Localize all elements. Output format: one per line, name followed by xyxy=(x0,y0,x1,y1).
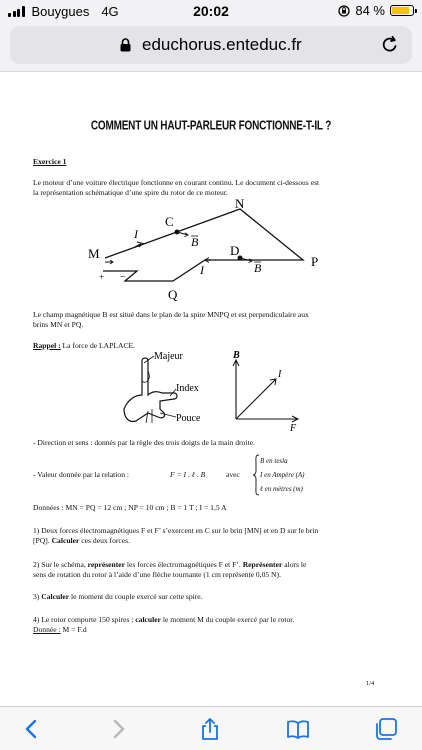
forward-icon[interactable] xyxy=(106,717,130,741)
q1-pre: [PQ]. xyxy=(33,536,52,545)
q2-bold-2: Représenter xyxy=(242,560,283,569)
q1-bold: Calculer xyxy=(51,536,80,545)
avec-label: avec xyxy=(226,470,240,479)
champ-line-2: brins MN et PQ. xyxy=(33,320,84,329)
label-majeur: Majeur xyxy=(154,351,183,362)
rappel-label: Rappel : xyxy=(33,341,61,350)
pdf-page xyxy=(0,73,422,706)
laplace-formula: F = I . ℓ . B xyxy=(170,470,206,479)
q4-post: le moment M du couple exercé par le rotor. xyxy=(161,615,295,624)
label-b-d: B xyxy=(254,261,262,275)
label-b-c: B xyxy=(191,235,199,249)
label-p: P xyxy=(311,254,319,269)
label-i-top: I xyxy=(134,227,138,241)
label-c: C xyxy=(165,214,174,229)
status-bar xyxy=(0,0,422,22)
browser-header xyxy=(0,22,422,72)
donnees: Données : MN = PQ = 12 cm ; NP = 10 cm ; B = 1 T ; I = 1,5 A xyxy=(33,503,227,512)
champ-line-1: Le champ magnétique B est situé dans le plan de la spire MNPQ et est perpendiculaire aux xyxy=(33,310,309,319)
clock: 20:02 xyxy=(193,3,229,19)
orientation-lock-icon xyxy=(338,5,350,17)
network-type: 4G xyxy=(101,4,119,19)
address-bar[interactable] xyxy=(10,26,412,64)
battery-icon xyxy=(390,5,414,16)
bookmarks-icon[interactable] xyxy=(286,717,310,741)
spire-diagram xyxy=(85,198,330,308)
share-icon[interactable] xyxy=(198,717,222,741)
exercise-heading: Exercice 1 xyxy=(33,157,67,166)
axis-i: I xyxy=(278,369,282,380)
q2-pre: 2) Sur le schéma, xyxy=(33,560,88,569)
q3-post: le moment du couple exercé sur cette spire. xyxy=(69,592,203,601)
unit-l: ℓ en mètres (m) xyxy=(260,485,303,493)
valeur-label: - Valeur donnée par la relation : xyxy=(33,470,130,479)
unit-b: B en tesla xyxy=(260,457,288,465)
battery-percent: 84 % xyxy=(355,3,385,18)
page-number: 1/4 xyxy=(366,680,375,687)
question-2-line-2: sens de rotation du rotor à l’aide d’une flèche tournante (1 cm représente 0,05 N). xyxy=(33,570,281,579)
q4-pre: 4) Le rotor comporte 150 spires ; xyxy=(33,615,136,624)
label-n: N xyxy=(235,198,245,211)
intro-line-2: la représentation schématique d’une spire du rotor de ce moteur. xyxy=(33,188,228,197)
browser-toolbar xyxy=(0,706,422,750)
tabs-icon[interactable] xyxy=(374,717,398,741)
label-minus: − xyxy=(120,272,126,283)
label-plus: + xyxy=(99,272,105,282)
back-icon[interactable] xyxy=(20,717,44,741)
donnee-label: Donnée : xyxy=(33,625,61,634)
laplace-vectors-diagram xyxy=(226,351,306,431)
url-text[interactable]: educhorus.enteduc.fr xyxy=(142,35,302,54)
direction-sens: - Direction et sens : donnés par la règle des trois doigts de la main droite. xyxy=(33,438,255,447)
label-d: D xyxy=(230,243,240,258)
lock-icon xyxy=(120,38,131,52)
axis-b: B xyxy=(233,351,240,361)
donnee-text: M = F.d xyxy=(60,625,87,634)
q3-bold: Calculer xyxy=(41,592,70,601)
intro-line-1: Le moteur d’une voiture électrique fonctionne en courant continu. Le document ci-dessous est xyxy=(33,178,320,187)
label-q: Q xyxy=(168,287,178,302)
reload-icon[interactable] xyxy=(380,35,400,55)
brace xyxy=(252,454,260,496)
label-index: Index xyxy=(176,383,199,394)
label-i-bottom: I xyxy=(200,263,204,277)
axis-f: F xyxy=(290,423,297,431)
rappel-text: La force de LAPLACE. xyxy=(62,341,136,350)
question-1-line-1: 1) Deux forces électromagnétiques F et F’ s’exercent en C sur le brin [MN] et en D sur le brin xyxy=(33,526,319,535)
right-hand-rule-illustration xyxy=(118,351,212,431)
q2-post: alors le xyxy=(282,560,307,569)
q4-bold: calculer xyxy=(135,615,162,624)
carrier-name: Bouygues xyxy=(31,4,90,19)
label-pouce: Pouce xyxy=(176,413,201,424)
document-title: COMMENT UN HAUT-PARLEUR FONCTIONNE-T-IL ? xyxy=(90,119,332,134)
q1-post: ces deux forces. xyxy=(79,536,131,545)
q2-mid: les forces électromagnétiques F et F’. xyxy=(125,560,243,569)
unit-i: I en Ampère (A) xyxy=(260,471,305,479)
q2-bold: représenter xyxy=(87,560,126,569)
q3-pre: 3) xyxy=(33,592,42,601)
label-m: M xyxy=(88,246,100,261)
